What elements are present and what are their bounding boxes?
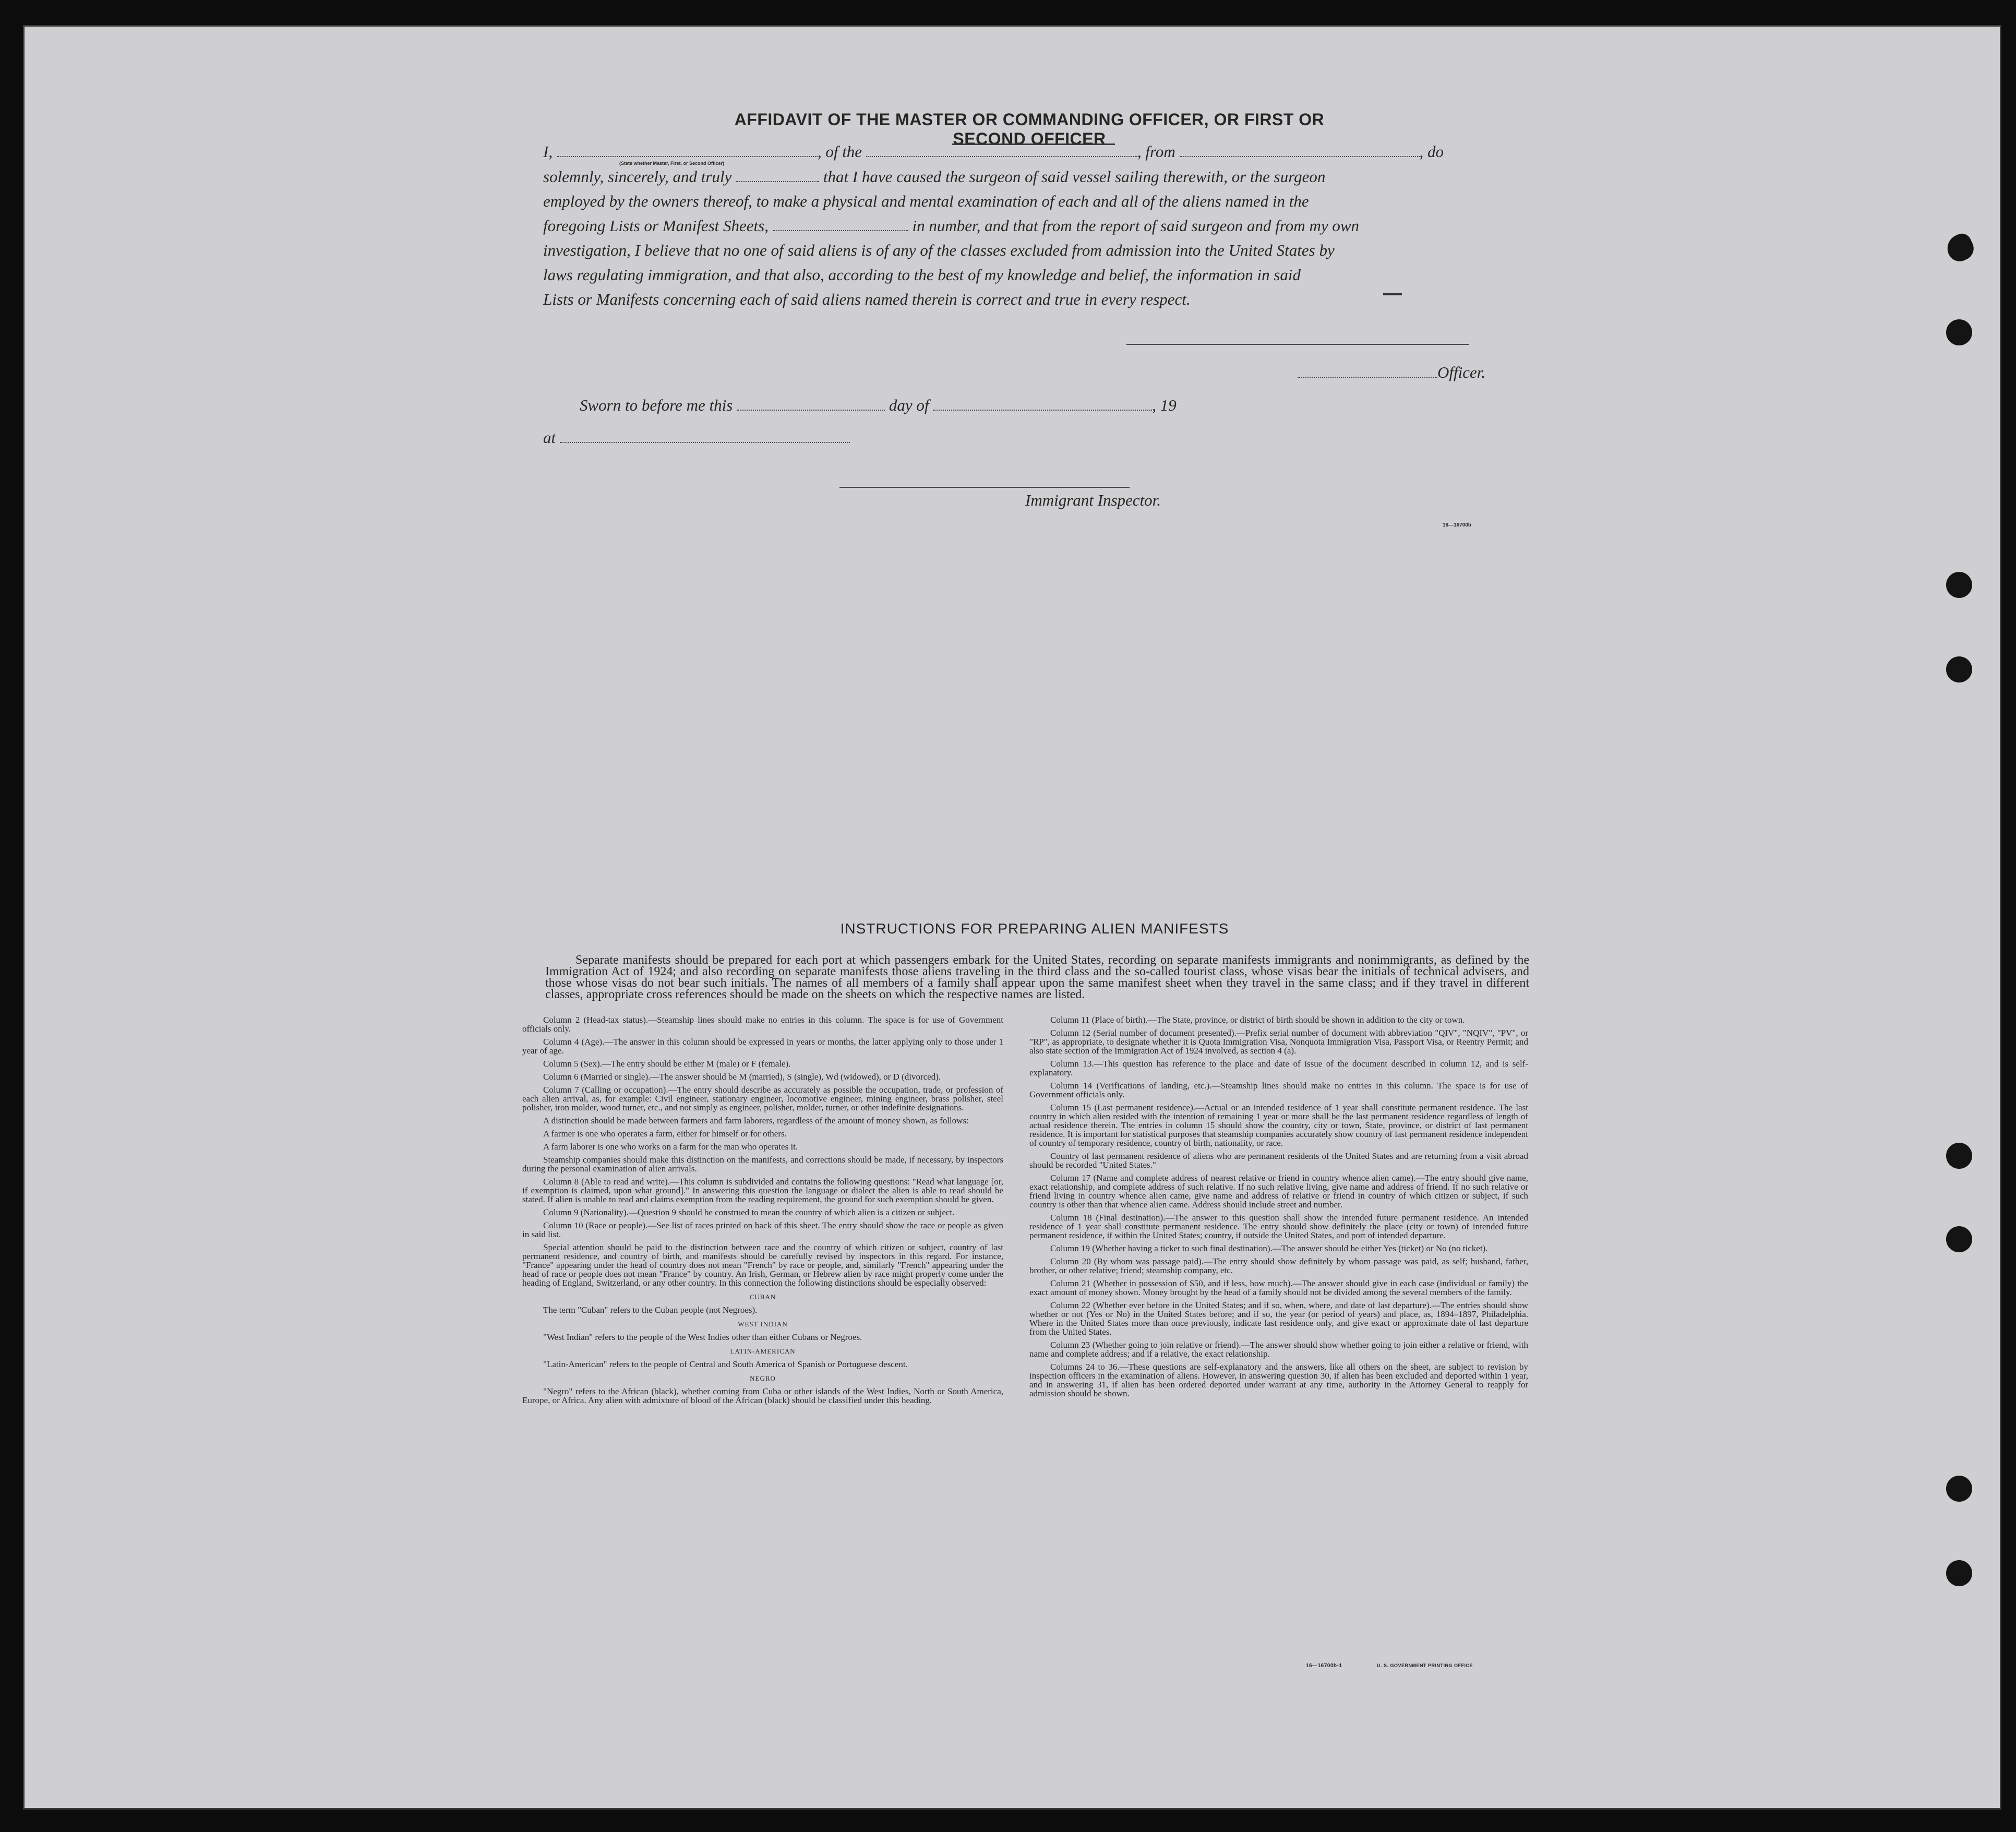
- sheet-count-blank[interactable]: [773, 219, 908, 231]
- port-from-blank[interactable]: [1180, 145, 1420, 157]
- binder-hole: [1946, 572, 1972, 598]
- affidavit-title: AFFIDAVIT OF THE MASTER OR COMMANDING OFFICER, OR FIRST OR SECOND OFFICER: [734, 110, 1325, 148]
- officer-rank-note: (State whether Master, First, or Second Officer): [619, 161, 725, 166]
- affidavit-l1-of-the: , of the: [817, 142, 862, 161]
- instr-col19: Column 19 (Whether having a ticket to such final destination).—The answer should be either Yes (ticket) or No (no ticket).: [1050, 1243, 1488, 1253]
- sworn-month-blank[interactable]: [933, 398, 1152, 411]
- heading-west-indian: WEST INDIAN: [738, 1320, 788, 1328]
- binder-hole: [1946, 1560, 1972, 1586]
- binder-hole: [1946, 1226, 1972, 1252]
- sworn-day-blank[interactable]: [737, 398, 885, 411]
- instr-col15: Column 15 (Last permanent residence).—Actual or an intended residence of 1 year shall constitute permanent residence. The last country in which alien resided with the intention of remaining 1 year or more shall be the last permanent residence regardless of length of actual residence therein. The entries in column 15 should show the country, city or town, State, province, or district of last permanent residence. It is important for statistical purposes that steamship companies accurately show country of last permanent residence independent of country of temporary residence, country of birth, nationality, or race.: [1029, 1103, 1528, 1148]
- document-page: [23, 25, 2001, 1810]
- at-label: at: [543, 428, 556, 447]
- officer-signature-row: [1298, 363, 1485, 382]
- footer-printer: U. S. GOVERNMENT PRINTING OFFICE: [1377, 1663, 1473, 1668]
- instructions-left-column: [522, 1015, 1003, 1409]
- binder-hole: [1946, 1476, 1972, 1502]
- at-row: [543, 428, 850, 447]
- instr-col10: Column 10 (Race or people).—See list of races printed on back of this sheet. The entry should show the race or people as given in said list.: [522, 1220, 1003, 1239]
- binder-hole: [1946, 1143, 1972, 1169]
- year-label: , 19: [1152, 396, 1177, 414]
- oath-type-blank[interactable]: [736, 170, 819, 182]
- instr-col17: Column 17 (Name and complete address of nearest relative or friend in country whence alien came).—The entry should give name, exact relationship, and complete address of such relative. If no such relative living, give name and address of friend. If no such relative or friend living in country whence alien came, give name and address of relative or friend in country of which citizen or subject, if such country is other than that whence alien came. Address should include street and number.: [1029, 1173, 1528, 1210]
- instr-farm-laborer: A farm laborer is one who works on a farm for the man who operates it.: [543, 1142, 798, 1152]
- officer-rank-blank[interactable]: [557, 145, 818, 157]
- affidavit-line-7: Lists or Manifests concerning each of said aliens named therein is correct and true in every respect.: [543, 290, 1191, 308]
- instr-col14: Column 14 (Verifications of landing, etc.).—Steamship lines should make no entries in this column. The space is for use of Government officials only.: [1029, 1081, 1528, 1099]
- instr-col6: Column 6 (Married or single).—The answer should be M (married), S (single), Wd (widowed), or D (divorced).: [543, 1072, 941, 1082]
- instr-col13: Column 13.—This question has reference to the place and date of issue of the document described in column 12, and is self-explanatory.: [1029, 1059, 1528, 1077]
- footer-form-number: 16—16700b-1: [1306, 1663, 1342, 1669]
- affidavit-l4-a: foregoing Lists or Manifest Sheets,: [543, 217, 769, 235]
- instr-col7: Column 7 (Calling or occupation).—The entry should describe as accurately as possible the occupation, trade, or profession of each alien arrival, as, for example: Civil engineer, stationary engineer, locomotive engineer, mining engineer, brass polisher, steel polisher, iron molder, wood turner, etc., and not simply as engineer, polisher, molder, turner, or other indefinite designations.: [522, 1085, 1003, 1112]
- affidavit-l4-b: in number, and that from the report of said surgeon and from my own: [912, 217, 1360, 235]
- affidavit-line-1: [543, 142, 1444, 161]
- instr-col5: Column 5 (Sex).—The entry should be either M (male) or F (female).: [543, 1059, 791, 1069]
- instr-race-country: Special attention should be paid to the distinction between race and the country of which citizen or subject, country of last permanent residence, and country of birth, and manifests should be carefully revised by inspectors in this regard. For instance, "France" appearing under the head of country does not mean "French" by race or people, and, similarly "French" appearing under the head of race or people does not mean "France" by country. An Irish, German, or Hebrew alien by race might properly come under the heading of England, Switzerland, or any other country. In this connection the following distinctions should be especially observed:: [522, 1242, 1003, 1288]
- affidavit-line-5: investigation, I believe that no one of said aliens is of any of the classes excluded from admission into the United States by: [543, 241, 1335, 259]
- day-of-label: day of: [889, 396, 929, 414]
- affidavit-line-6: laws regulating immigration, and that also, according to the best of my knowledge and belief, the information in said: [543, 266, 1301, 284]
- instr-farmer: A farmer is one who operates a farm, either for himself or for others.: [543, 1129, 787, 1139]
- instr-col12: Column 12 (Serial number of document presented).—Prefix serial number of document with abbreviation "QIV", "NQIV", "PV", or "RP", as appropriate, to designate whether it is Quota Immigration Visa, Nonquota Immigration Visa, Passport Visa, or Reentry Permit; and also state section of the Immigration Act of 1924 involved, as section 4 (a).: [1029, 1028, 1528, 1056]
- binder-hole: [1946, 656, 1972, 682]
- instr-cuban: The term "Cuban" refers to the Cuban people (not Negroes).: [543, 1305, 758, 1315]
- affidavit-l1-pronoun: I,: [543, 142, 553, 161]
- instr-col2: Column 2 (Head-tax status).—Steamship lines should make no entries in this column. The space is for use of Government officials only.: [522, 1015, 1003, 1034]
- instr-col18: Column 18 (Final destination).—The answer to this question shall show the intended future permanent residence. An intended residence of 1 year shall constitute permanent residence. The entry should show definitely the place (city or town) of intended future permanent residence, if within the United States; country, if outside the United States, and port of intended departure.: [1029, 1213, 1528, 1240]
- signature-line[interactable]: [1126, 344, 1469, 345]
- instructions-right-column: [1029, 1015, 1528, 1402]
- instr-col22: Column 22 (Whether ever before in the United States; and if so, when, where, and date of last departure).—The entries should show whether or not (Yes or No) in the United States before; and if so, the year (or period of years) and place, as, 1894–1897, Philadelphia. Where in the United States more than once previously, indicate last residence only, and give exact or approximate date of last departure from the United States.: [1029, 1300, 1528, 1337]
- heading-cuban: CUBAN: [749, 1293, 776, 1301]
- instr-col4: Column 4 (Age).—The answer in this column should be expressed in years or months, the latter applying only to those under 1 year of age.: [522, 1037, 1003, 1056]
- affidavit-line-4: [543, 217, 1359, 235]
- instr-col23: Column 23 (Whether going to join relative or friend).—The answer should show whether going to join either a relative or friend, with name and complete address; and if a relative, the exact relationship.: [1029, 1340, 1528, 1359]
- affidavit-line-2: [543, 167, 1325, 186]
- sworn-row: [580, 396, 1177, 415]
- sworn-place-blank[interactable]: [560, 430, 850, 443]
- instr-west-indian: "West Indian" refers to the people of the West Indies other than either Cubans or Negroes.: [543, 1332, 862, 1342]
- instructions-title: INSTRUCTIONS FOR PREPARING ALIEN MANIFESTS: [840, 920, 1229, 937]
- instr-latin-american: "Latin-American" refers to the people of Central and South America of Spanish or Portuguese descent.: [543, 1359, 908, 1369]
- officer-label: Officer.: [1437, 363, 1486, 381]
- inspector-label: Immigrant Inspector.: [1025, 491, 1161, 509]
- instr-farm-distinction: A distinction should be made between farmers and farm laborers, regardless of the amount of money shown, as follows:: [543, 1116, 969, 1125]
- affidavit-l1-do: , do: [1419, 142, 1444, 161]
- instr-col8: Column 8 (Able to read and write).—This column is subdivided and contains the following questions: "Read what language [or, if exemption is claimed, upon what ground]." In answering this question the language or dialect the alien is able to read should be stated. If alien is unable to read and claims exemption from the reading requirement, the ground for such exemption should be given.: [522, 1177, 1003, 1204]
- officer-name-blank[interactable]: [1298, 365, 1437, 378]
- instr-col11: Column 11 (Place of birth).—The State, province, or district of birth should be shown in addition to the city or town.: [1050, 1015, 1465, 1025]
- inspector-signature-line[interactable]: [839, 487, 1130, 488]
- pen-mark: [1383, 293, 1402, 295]
- instr-negro: "Negro" refers to the African (black), whether coming from Cuba or other islands of the West Indies, North or South America, Europe, or Africa. Any alien with admixture of blood of the African (black) should be classified under this heading.: [522, 1386, 1003, 1405]
- affidavit-line-3: employed by the owners thereof, to make a physical and mental examination of each and all of the aliens named in the: [543, 192, 1309, 210]
- heading-latin-american: LATIN-AMERICAN: [730, 1347, 796, 1355]
- sworn-label: Sworn to before me this: [580, 396, 733, 414]
- instr-col20: Column 20 (By whom was passage paid).—The entry should show definitely by whom passage was paid, as self; husband, father, brother, or other relative; friend; steamship company, etc.: [1029, 1256, 1528, 1275]
- binder-hole: [1946, 319, 1972, 345]
- affidavit-l2-b: that I have caused the surgeon of said vessel sailing therewith, or the surgeon: [823, 167, 1326, 186]
- affidavit-l2-a: solemnly, sincerely, and truly: [543, 167, 732, 186]
- instr-col24-36: Columns 24 to 36.—These questions are self-explanatory and the answers, like all others on the sheet, are subject to revision by inspection officers in the examination of aliens. However, in answering question 30, if alien has been excluded and deported within 1 year, and in answering 31, if alien has been ordered deported under warrant at any time, authority in the Attorney General to reapply for admission should be shown.: [1029, 1362, 1528, 1398]
- instructions-intro: Separate manifests should be prepared for each port at which passengers embark for the United States, recording on separate manifests immigrants and nonimmigrants, as defined by the Immigration Act of 1924; and also recording on separate manifests those aliens traveling in the third class and the so-called tourist class, whose visas bear the initials of technical advisers, and those whose visas do not bear such initials. The names of all members of a family shall appear upon the same manifest sheet when they travel in the same class; and if they travel in different classes, appropriate cross references should be made on the sheets on which the respective names are listed.: [545, 953, 1529, 1001]
- instr-col9: Column 9 (Nationality).—Question 9 should be construed to mean the country of which alien is a citizen or subject.: [543, 1207, 955, 1217]
- instr-returning-residents: Country of last permanent residence of aliens who are permanent residents of the United States and are returning from a visit abroad should be recorded "United States.": [1029, 1151, 1528, 1170]
- form-number: 16—16700b: [1443, 522, 1472, 528]
- heading-negro: NEGRO: [750, 1374, 776, 1382]
- instr-steamship-distinction: Steamship companies should make this distinction on the manifests, and corrections should be made, if necessary, by inspectors during the personal examination of alien arrivals.: [522, 1155, 1003, 1174]
- affidavit-l1-from: , from: [1137, 142, 1175, 161]
- vessel-name-blank[interactable]: [866, 145, 1137, 157]
- instr-col21: Column 21 (Whether in possession of $50, and if less, how much).—The answer should give in each case (individual or family) the exact amount of money shown. Money brought by the head of a family should not be divided among the several members of the family.: [1029, 1278, 1528, 1297]
